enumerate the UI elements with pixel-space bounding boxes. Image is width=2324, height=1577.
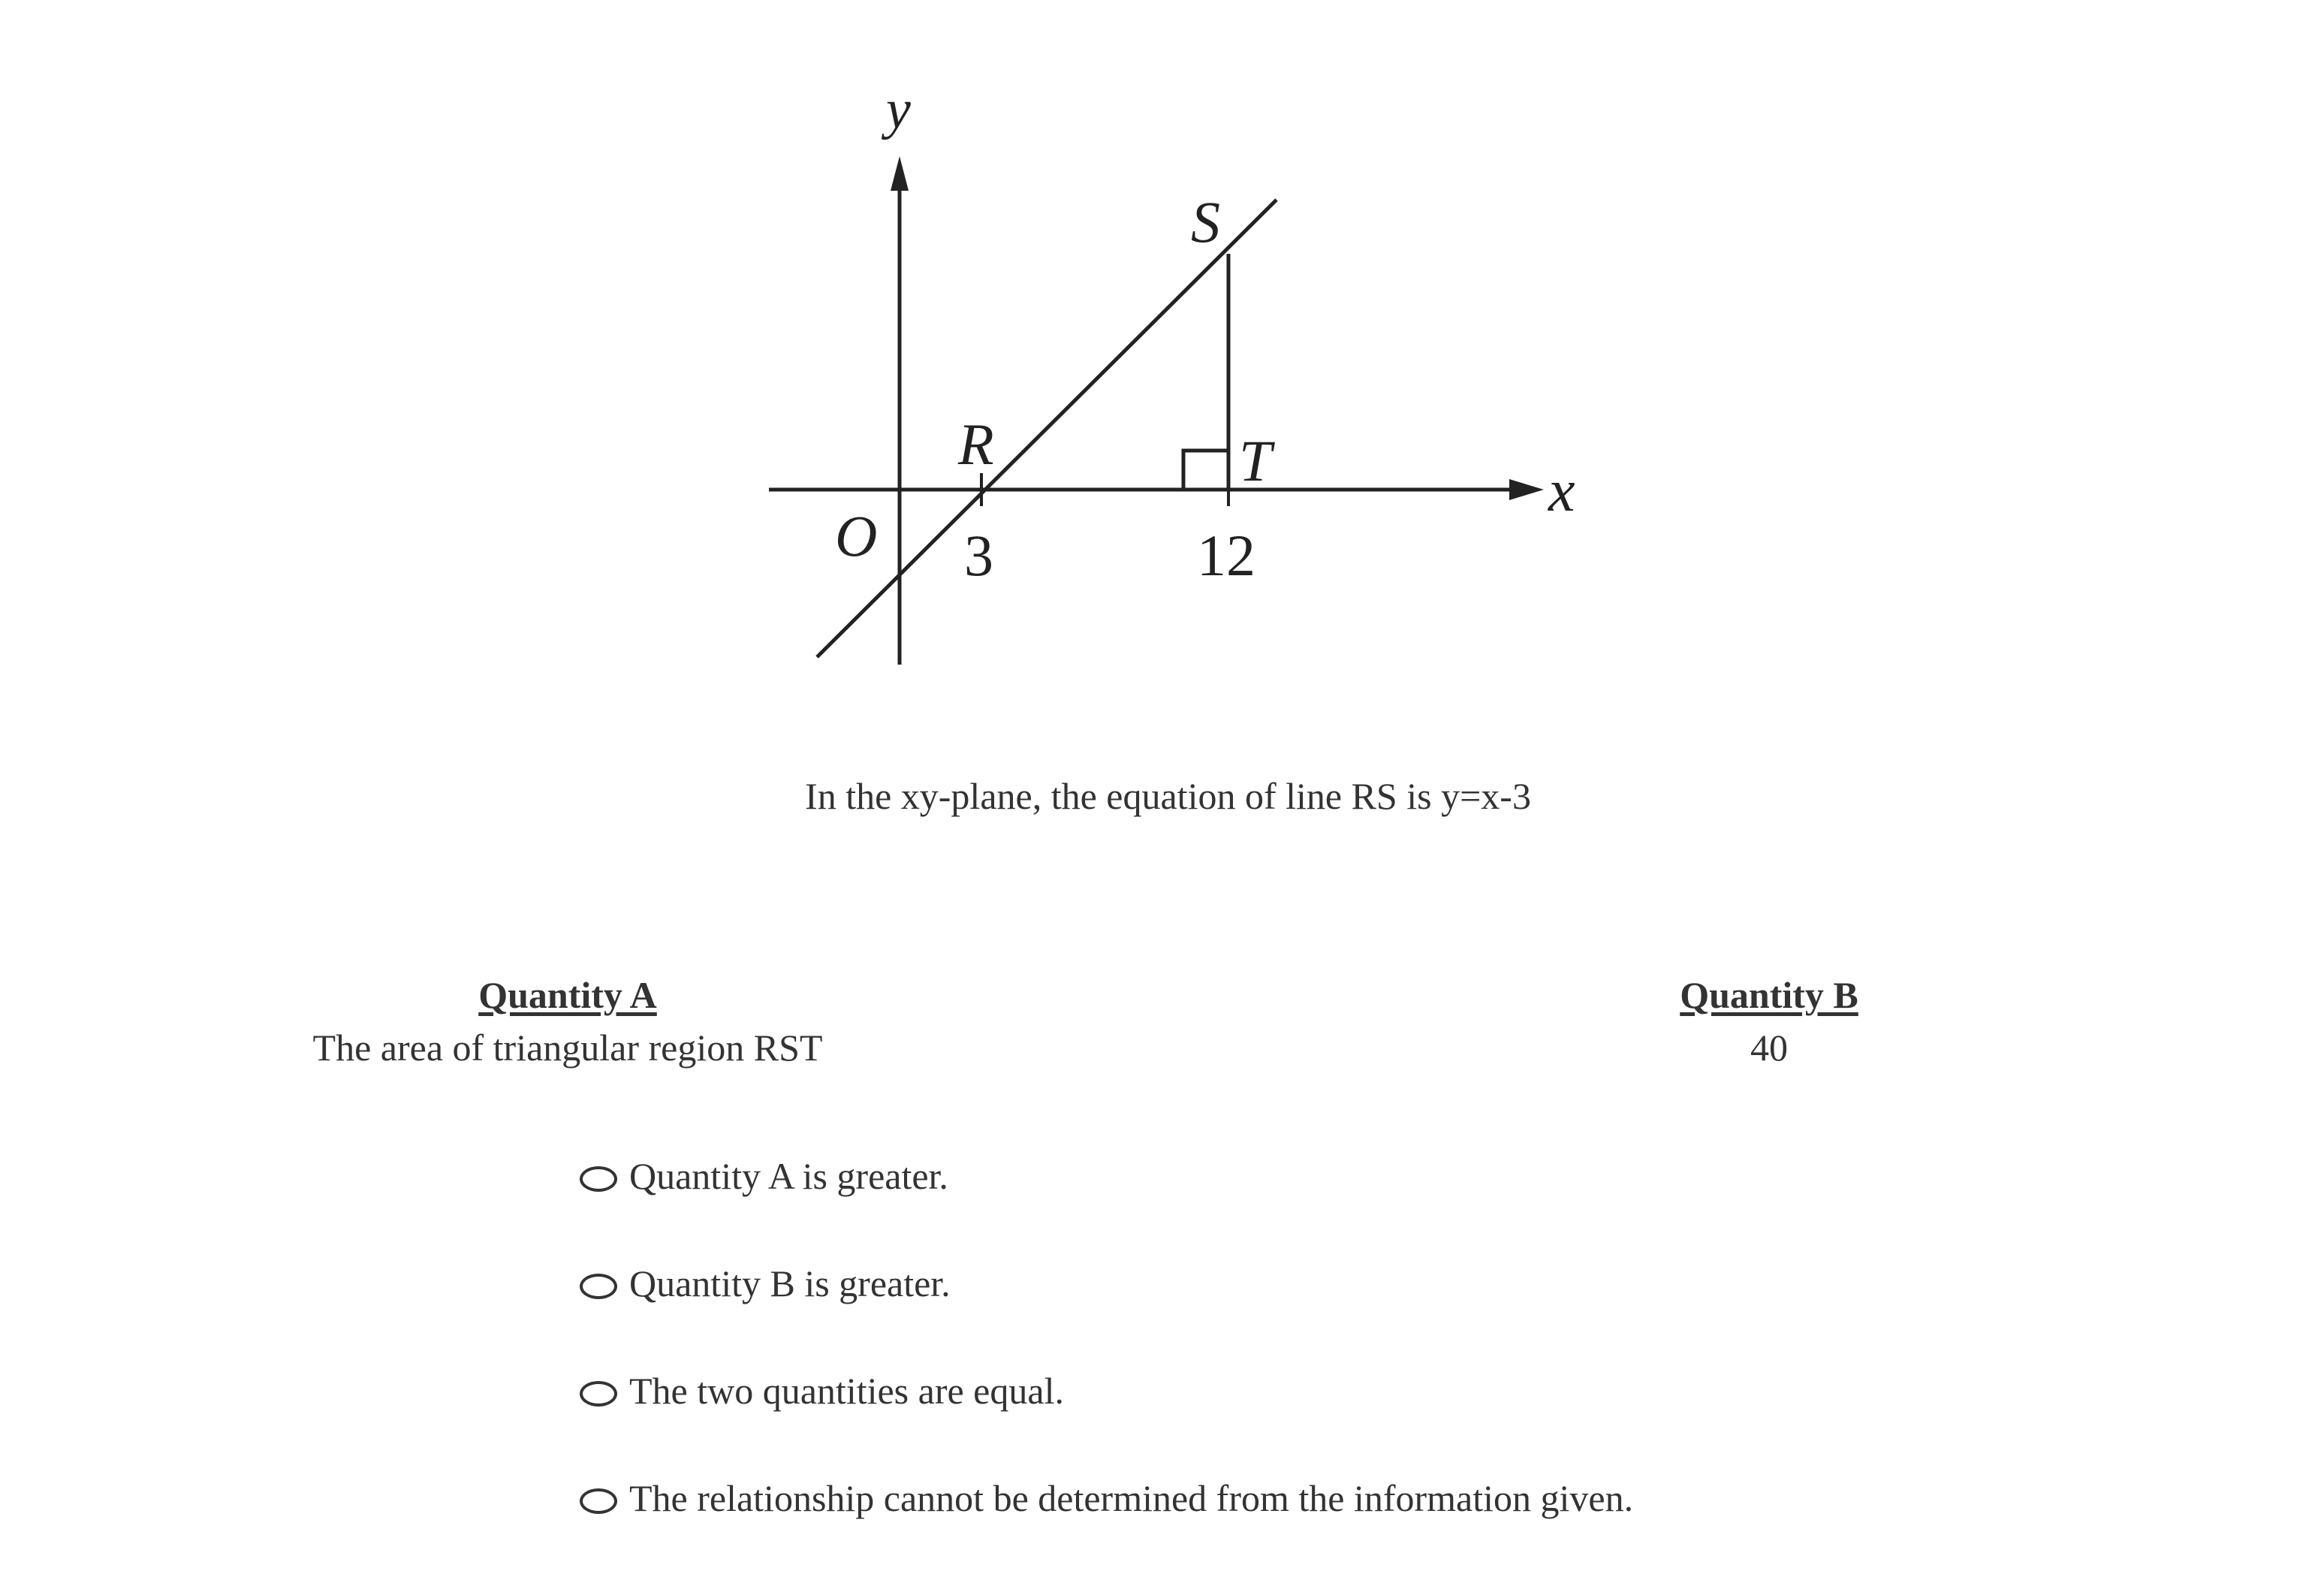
radio-button-icon[interactable] — [580, 1166, 617, 1192]
choice-quantity-a-greater[interactable] — [580, 1147, 1633, 1205]
quantity-b-value: 40 — [1750, 1027, 1788, 1069]
x-axis-arrowhead — [1509, 479, 1544, 500]
axis-x-label: x — [1548, 458, 1575, 524]
point-r-label: R — [958, 412, 994, 477]
radio-button-icon[interactable] — [580, 1274, 617, 1299]
y-axis-arrowhead — [891, 156, 909, 191]
choice-cannot-be-determined[interactable] — [580, 1470, 1633, 1527]
quantity-b-heading: Quantity B — [1680, 974, 1858, 1016]
choice-label: The two quantities are equal. — [629, 1370, 1064, 1412]
quantity-a-column — [267, 969, 868, 1074]
question-stem: In the xy-plane, the equation of line RS is y=x-3 — [805, 775, 1531, 817]
line-rs — [817, 200, 1277, 657]
point-t-label: T — [1239, 428, 1272, 493]
tick-r-label: 3 — [964, 523, 993, 588]
choice-label: Quantity A is greater. — [629, 1155, 948, 1197]
tick-t-label: 12 — [1197, 523, 1255, 588]
right-angle-marker — [1183, 451, 1228, 490]
choice-quantities-equal[interactable] — [580, 1362, 1633, 1419]
quantity-b-column — [1619, 969, 1919, 1074]
choice-label: The relationship cannot be determined from the information given. — [629, 1477, 1634, 1519]
axis-y-label: y — [886, 79, 911, 140]
answer-choices — [580, 1147, 1633, 1577]
quantity-a-heading: Quantity A — [478, 974, 657, 1016]
radio-button-icon[interactable] — [580, 1488, 617, 1514]
choice-label: Quantity B is greater. — [629, 1262, 951, 1304]
quantity-a-value: The area of triangular region RST — [312, 1027, 823, 1069]
point-s-label: S — [1191, 189, 1220, 255]
radio-button-icon[interactable] — [580, 1381, 617, 1407]
choice-quantity-b-greater[interactable] — [580, 1255, 1633, 1312]
origin-label: O — [835, 503, 878, 568]
coordinate-figure — [0, 0, 2324, 721]
